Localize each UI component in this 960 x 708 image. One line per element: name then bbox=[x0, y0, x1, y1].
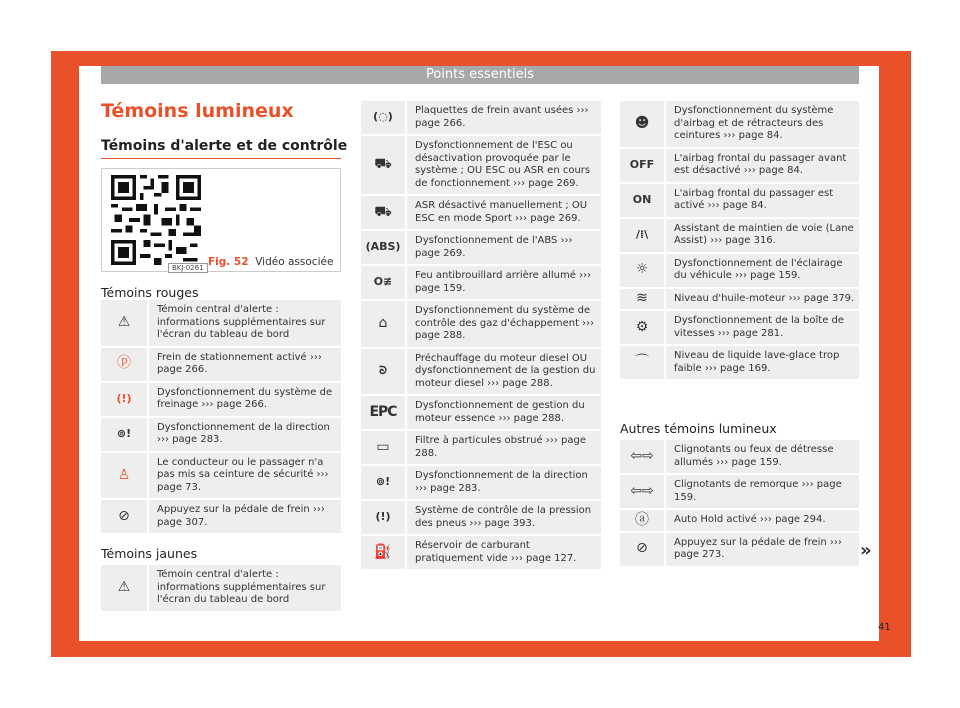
indicator-row bbox=[620, 219, 859, 252]
tyre-pressure-icon: (!) bbox=[375, 510, 391, 524]
indicator-description: Préchauffage du moteur diesel OU dysfonctionnement de la gestion du moteur diesel ››› page 288. bbox=[405, 349, 601, 395]
brake-system-fault-icon: (!) bbox=[116, 391, 132, 405]
steering-fault-icon: ⊚! bbox=[116, 426, 132, 440]
indicator-icon-cell bbox=[361, 136, 405, 194]
indicator-row bbox=[361, 431, 601, 464]
indicator-description: Témoin central d'alerte : informations supplémentaires sur l'écran du tableau de bord bbox=[147, 565, 341, 611]
indicator-icon-cell bbox=[361, 266, 405, 299]
indicator-icon-cell bbox=[620, 440, 664, 473]
indicator-description: Clignotants de remorque ››› page 159. bbox=[664, 475, 859, 508]
indicator-icon-cell bbox=[361, 301, 405, 347]
indicator-description: Le conducteur ou le passager n'a pas mis sa ceinture de sécurité ››› page 73. bbox=[147, 453, 341, 499]
yellow-indicators-table-continued bbox=[361, 99, 601, 571]
passenger-airbag-off-icon: OFF bbox=[629, 157, 655, 171]
indicator-row bbox=[361, 396, 601, 429]
indicator-description: Frein de stationnement activé ››› page 266. bbox=[147, 348, 341, 381]
indicator-description: Appuyez sur la pédale de frein ››› page 307. bbox=[147, 500, 341, 533]
figure-caption bbox=[208, 256, 333, 268]
parking-brake-icon: ⓟ bbox=[117, 355, 131, 372]
other-indicators-heading: Autres témoins lumineux bbox=[620, 421, 777, 436]
turn-signals-icon: ⇦⇨ bbox=[630, 447, 654, 464]
oil-level-icon: ≋ bbox=[636, 290, 648, 306]
indicator-icon-cell bbox=[361, 536, 405, 569]
other-indicators-table bbox=[620, 438, 859, 568]
indicator-description: Dysfonctionnement de la direction ››› page 283. bbox=[405, 466, 601, 499]
epc-icon: EPC bbox=[369, 403, 397, 420]
indicator-description: Dysfonctionnement de la direction ››› page 283. bbox=[147, 418, 341, 451]
fuel-reserve-icon: ⛽ bbox=[374, 543, 392, 560]
indicator-description: Témoin central d'alerte : informations supplémentaires sur l'écran du tableau de bord bbox=[147, 300, 341, 346]
red-indicators-table bbox=[101, 298, 341, 535]
indicator-description: ASR désactivé manuellement ; OU ESC en mode Sport ››› page 269. bbox=[405, 196, 601, 229]
indicator-description: Appuyez sur la pédale de frein ››› page 273. bbox=[664, 533, 859, 566]
indicator-row bbox=[620, 311, 859, 344]
indicator-row bbox=[101, 565, 341, 611]
indicator-icon-cell bbox=[101, 453, 147, 499]
indicator-icon-cell bbox=[361, 501, 405, 534]
abs-icon: (ABS) bbox=[365, 240, 401, 254]
indicator-icon-cell bbox=[620, 475, 664, 508]
indicator-description: Dysfonctionnement de l'ABS ››› page 269. bbox=[405, 231, 601, 264]
indicator-icon-cell bbox=[101, 565, 147, 611]
indicator-row bbox=[620, 533, 859, 566]
indicator-icon-cell bbox=[101, 383, 147, 416]
indicator-icon-cell bbox=[620, 254, 664, 287]
indicator-icon-cell bbox=[620, 311, 664, 344]
indicator-icon-cell bbox=[101, 348, 147, 381]
indicator-icon-cell bbox=[361, 101, 405, 134]
steering-fault-icon: ⊚! bbox=[375, 475, 391, 489]
gearbox-fault-icon: ⚙ bbox=[635, 318, 649, 335]
indicator-row bbox=[361, 101, 601, 134]
indicator-icon-cell bbox=[620, 149, 664, 182]
indicator-row bbox=[101, 453, 341, 499]
qr-code-image[interactable] bbox=[111, 174, 201, 266]
indicator-description: Dysfonctionnement de gestion du moteur essence ››› page 288. bbox=[405, 396, 601, 429]
engine-emissions-icon: ⌂ bbox=[378, 315, 388, 331]
red-indicators-heading: Témoins rouges bbox=[101, 285, 199, 300]
indicator-row bbox=[361, 349, 601, 395]
indicator-description: Dysfonctionnement du système de contrôle des gaz d'échappement ››› page 288. bbox=[405, 301, 601, 347]
figure-caption-text: Vidéo associée bbox=[255, 256, 334, 268]
yellow-indicators-table-col3 bbox=[620, 99, 859, 381]
indicator-description: Niveau d'huile-moteur ››› page 379. bbox=[664, 289, 859, 310]
indicator-row bbox=[361, 196, 601, 229]
indicator-description: Filtre à particules obstrué ››› page 288. bbox=[405, 431, 601, 464]
indicator-description: Niveau de liquide lave-glace trop faible ››› page 169. bbox=[664, 346, 859, 379]
subtitle-rule bbox=[101, 158, 341, 159]
indicator-description: Dysfonctionnement de la boîte de vitesses ››› page 281. bbox=[664, 311, 859, 344]
indicator-description: Dysfonctionnement de l'éclairage du véhicule ››› page 159. bbox=[664, 254, 859, 287]
brake-pedal-icon: ⊘ bbox=[636, 540, 648, 557]
indicator-description: Auto Hold activé ››› page 294. bbox=[664, 510, 859, 531]
indicator-icon-cell bbox=[620, 510, 664, 531]
indicator-description: L'airbag frontal du passager avant est désactivé ››› page 84. bbox=[664, 149, 859, 182]
indicator-icon-cell bbox=[361, 431, 405, 464]
yellow-indicators-table bbox=[101, 563, 341, 613]
indicator-row bbox=[620, 254, 859, 287]
indicator-row bbox=[361, 536, 601, 569]
indicator-description: Plaquettes de frein avant usées ››› page 266. bbox=[405, 101, 601, 134]
indicator-row bbox=[101, 418, 341, 451]
yellow-indicators-heading: Témoins jaunes bbox=[101, 546, 198, 561]
indicator-icon-cell bbox=[361, 349, 405, 395]
warning-triangle-icon: ⚠ bbox=[117, 314, 131, 330]
particle-filter-icon: ▭ bbox=[376, 438, 390, 455]
indicator-row bbox=[101, 500, 341, 533]
indicator-icon-cell bbox=[101, 418, 147, 451]
indicator-icon-cell bbox=[361, 196, 405, 229]
indicator-row bbox=[620, 510, 859, 531]
indicator-row bbox=[620, 475, 859, 508]
indicator-description: Dysfonctionnement du système d'airbag et de rétracteurs des ceintures ››› page 84. bbox=[664, 101, 859, 147]
seatbelt-icon: ♙ bbox=[117, 466, 131, 483]
continue-mark: » bbox=[860, 540, 872, 561]
indicator-icon-cell bbox=[361, 231, 405, 264]
lighting-fault-icon: ☼ bbox=[635, 261, 649, 278]
asr-off-icon: ⛟ bbox=[374, 203, 392, 220]
indicator-icon-cell bbox=[620, 219, 664, 252]
lane-assist-icon: /⁞\ bbox=[635, 227, 649, 241]
auto-hold-icon: ⓐ bbox=[635, 511, 649, 528]
esc-icon: ⛟ bbox=[374, 156, 392, 173]
indicator-row bbox=[620, 149, 859, 182]
indicator-row bbox=[620, 289, 859, 310]
indicator-icon-cell bbox=[620, 101, 664, 147]
indicator-description: Feu antibrouillard arrière allumé ››› page 159. bbox=[405, 266, 601, 299]
page-title: Témoins lumineux bbox=[101, 100, 294, 122]
indicator-icon-cell bbox=[620, 533, 664, 566]
section-header: Points essentiels bbox=[101, 66, 859, 84]
indicator-description: Dysfonctionnement du système de freinage ››› page 266. bbox=[147, 383, 341, 416]
indicator-row bbox=[101, 300, 341, 346]
rear-fog-icon: O≢ bbox=[373, 275, 393, 289]
indicator-description: Réservoir de carburant pratiquement vide ››› page 127. bbox=[405, 536, 601, 569]
page-number: 41 bbox=[878, 622, 891, 633]
indicator-icon-cell bbox=[361, 396, 405, 429]
brake-pedal-icon: ⊘ bbox=[118, 507, 130, 524]
indicator-description: Dysfonctionnement de l'ESC ou désactivation provoquée par le système ; OU ESC ou ASR en cours de fonctionnement ››› page 269. bbox=[405, 136, 601, 194]
indicator-icon-cell bbox=[101, 500, 147, 533]
glow-plug-icon: ᘐ bbox=[379, 364, 387, 377]
indicator-icon-cell bbox=[361, 466, 405, 499]
indicator-row bbox=[620, 184, 859, 217]
figure-number: Fig. 52 bbox=[208, 256, 249, 268]
indicator-row bbox=[620, 101, 859, 147]
page-subtitle: Témoins d'alerte et de contrôle bbox=[101, 138, 348, 154]
indicator-row bbox=[620, 440, 859, 473]
indicator-icon-cell bbox=[620, 184, 664, 217]
indicator-row bbox=[620, 346, 859, 379]
warning-triangle-icon: ⚠ bbox=[117, 579, 131, 595]
indicator-row bbox=[361, 266, 601, 299]
indicator-row bbox=[101, 348, 341, 381]
indicator-row bbox=[361, 136, 601, 194]
indicator-description: Système de contrôle de la pression des pneus ››› page 393. bbox=[405, 501, 601, 534]
indicator-row bbox=[361, 466, 601, 499]
indicator-description: Clignotants ou feux de détresse allumés ››› page 159. bbox=[664, 440, 859, 473]
passenger-airbag-on-icon: ON bbox=[632, 192, 652, 206]
indicator-row bbox=[101, 383, 341, 416]
indicator-icon-cell bbox=[620, 289, 664, 310]
airbag-fault-icon: ☻ bbox=[634, 115, 650, 131]
indicator-description: L'airbag frontal du passager est activé ››› page 84. bbox=[664, 184, 859, 217]
indicator-description: Assistant de maintien de voie (Lane Assist) ››› page 316. bbox=[664, 219, 859, 252]
indicator-row bbox=[361, 231, 601, 264]
brake-pads-icon: (◌) bbox=[373, 110, 393, 124]
indicator-icon-cell bbox=[101, 300, 147, 346]
indicator-icon-cell bbox=[620, 346, 664, 379]
indicator-row bbox=[361, 501, 601, 534]
trailer-signals-icon: ⇦⇨ bbox=[630, 482, 654, 499]
indicator-row bbox=[361, 301, 601, 347]
figure-code: BKJ-0261 bbox=[168, 263, 208, 273]
washer-fluid-icon: ⌒ bbox=[635, 353, 649, 370]
